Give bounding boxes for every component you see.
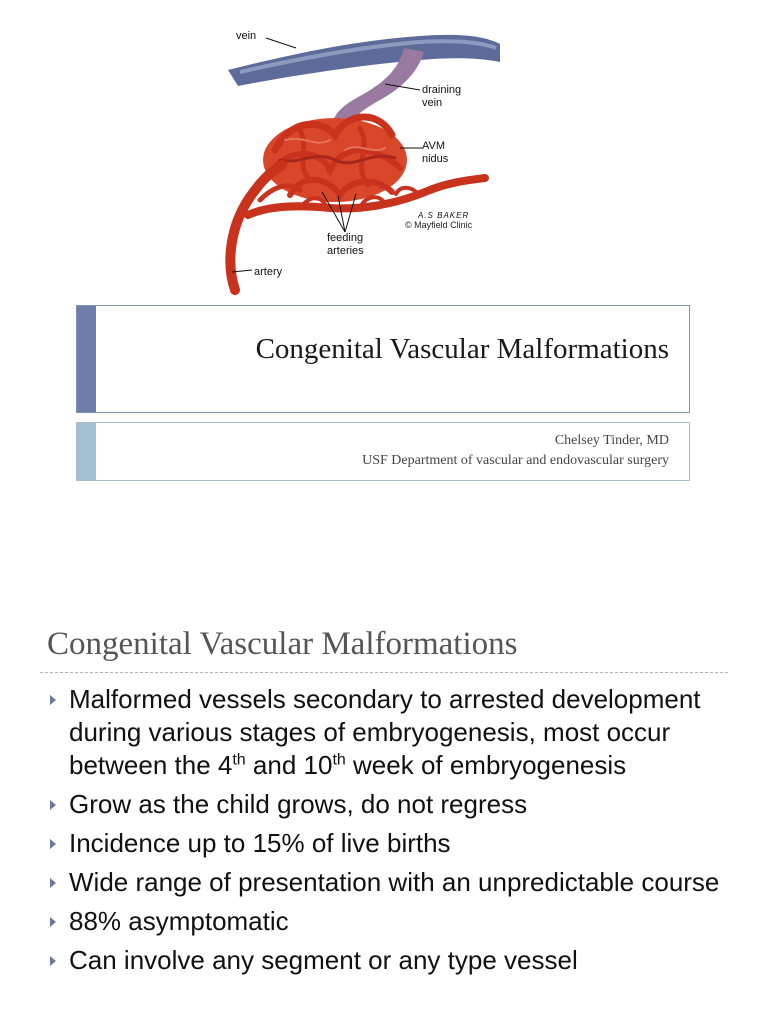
bullet-arrow-icon [50, 839, 56, 849]
bullet-item [48, 905, 738, 938]
bullet-text: week of embryogenesis [345, 750, 627, 780]
bullet-item [48, 788, 738, 821]
image-credit: © Mayfield Clinic [405, 220, 473, 230]
bullet-arrow-icon [50, 956, 56, 966]
avm-illustration [0, 0, 768, 300]
draining-vein-label: draining vein [422, 84, 462, 109]
department-name: USF Department of vascular and endovascular surgery [362, 453, 669, 468]
bullet-text: Incidence up to 15% of live births [69, 828, 451, 858]
vein-label: vein [236, 30, 257, 42]
bullet-text: Malformed vessels secondary to arrested development during various stages of embryogenesis, most occur between the 4 [69, 684, 701, 780]
slide1-title: Congenital Vascular Malformations [255, 333, 669, 365]
title-divider [40, 672, 728, 673]
bullet-text: Can involve any segment or any type vessel [69, 945, 578, 975]
slide1-subtitle-box [76, 422, 690, 481]
author-name: Chelsey Tinder, MD [554, 433, 669, 448]
bullet-arrow-icon [50, 917, 56, 927]
bullet-list [48, 683, 738, 983]
ordinal-suffix: th [332, 751, 346, 769]
slide1-title-box [76, 305, 690, 413]
bullet-text: 88% asymptomatic [69, 906, 289, 936]
bullet-arrow-icon [50, 878, 56, 888]
bullet-item-clipped [48, 944, 738, 977]
bullet-text: Grow as the child grows, do not regress [69, 789, 528, 819]
ordinal-suffix: th [232, 751, 246, 769]
bullet-item [48, 827, 738, 860]
bullet-item [48, 866, 738, 899]
illustrator-signature: A.S BAKER [418, 211, 470, 220]
subtitle-lines [362, 431, 669, 471]
bullet-item [48, 683, 738, 782]
feeding-arteries-label: feeding arteries [327, 232, 364, 257]
avm-nidus-label: AVM nidus [422, 140, 449, 165]
bullet-arrow-icon [50, 800, 56, 810]
bullet-text: and 10 [245, 750, 333, 780]
slide2-title: Congenital Vascular Malformations [47, 626, 518, 662]
avm-nidus-vessels [263, 117, 407, 202]
bullet-arrow-icon [50, 695, 56, 705]
title-accent-bar [77, 306, 96, 412]
bullet-text: Wide range of presentation with an unpredictable course [69, 867, 720, 897]
subtitle-accent-bar [77, 423, 96, 480]
artery-label: artery [254, 266, 283, 278]
